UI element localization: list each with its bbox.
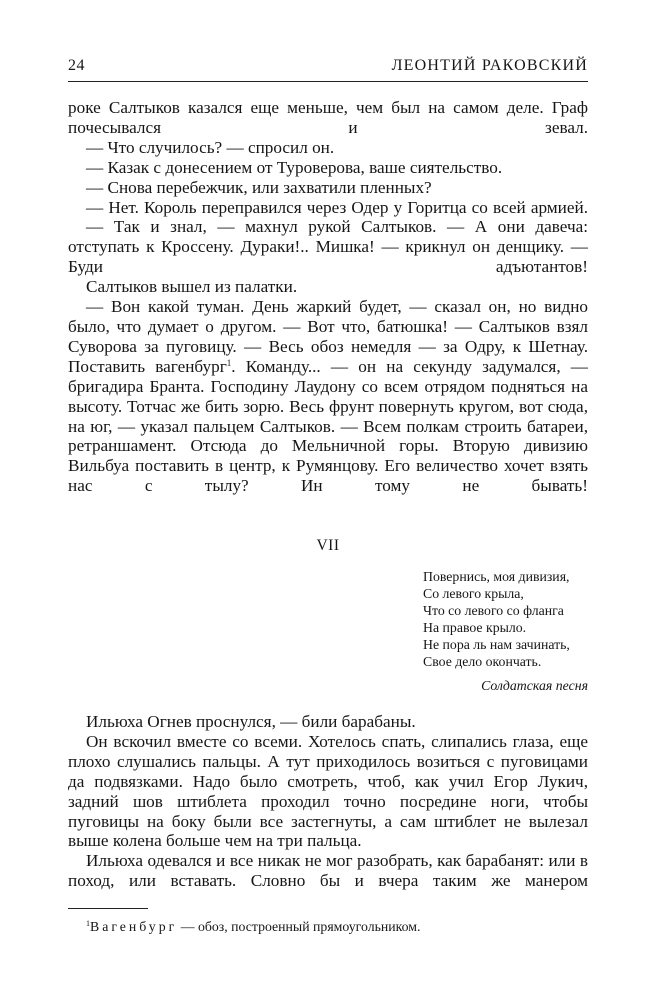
footnote	[86, 919, 420, 935]
paragraph: Ильюха одевался и все никак не мог разобрать, как барабанят: или в поход, или вставать. Словно бы и вчера таким же манером	[68, 851, 588, 891]
paragraph-part: — Вон какой туман. День жаркий будет, — сказал он, но видно было, что думает о другом. — Вот что, батюшка! — Салтыков взял Суворова за пуговицу. — Весь обоз немедля — за Одру, к Шетнау. Поставить вагенбург	[68, 297, 588, 376]
paragraph: роке Салтыков казался еще меньше, чем был на самом деле. Граф почесывался и зевал.	[68, 98, 588, 137]
paragraph: — Нет. Король переправился через Одер у Горитца со всей армией.	[86, 197, 588, 217]
footnote-reference[interactable]: 1	[226, 357, 232, 368]
paragraph: Салтыков вышел из палатки.	[86, 277, 298, 297]
footnote-text: — обоз, построенный прямоугольником.	[177, 919, 421, 934]
epigraph-line: На правое крыло.	[423, 619, 527, 635]
main-text-section-2	[68, 712, 588, 891]
epigraph-line: Со левого крыла,	[423, 585, 524, 601]
paragraph-part: . Команду... — он на секунду задумался, — бригадира Бранта. Господину Лаудону со всем отрядом подняться на высоту. Тотчас же бить зорю. Весь фрунт повернуть кругом, вот сюда, на юг, — указал пальцем Салтыков. — Всем полкам строить батареи, ретраншамент. Отсюда до Мельничной горы. Вторую дивизию Вильбуа поставить в центр, к Румянцову. Его величество хочет взять нас с тылу? Ин тому не бывать!	[68, 356, 588, 496]
epigraph-line: Что со левого со фланга	[423, 602, 564, 618]
paragraph: — Так и знал, — махнул рукой Салтыков. — А они давеча: отступать к Кроссену. Дураки!.. Мишка! — крикнул он денщику. — Буди адъютантов!	[68, 217, 588, 277]
chapter-heading: VII	[316, 537, 340, 554]
paragraph: — Казак с донесением от Туроверова, ваше сиятельство.	[86, 157, 503, 177]
epigraph-line: Повернись, моя дивизия,	[423, 569, 570, 584]
epigraph-source: Солдатская песня	[481, 678, 588, 693]
epigraph-line: Свое дело окончать.	[423, 653, 542, 669]
paragraph: — Снова перебежчик, или захватили пленных?	[86, 177, 432, 197]
epigraph	[423, 569, 588, 670]
running-head-author: ЛЕОНТИЙ РАКОВСКИЙ	[391, 57, 588, 74]
page-number: 24	[68, 57, 85, 74]
running-header	[68, 57, 588, 82]
paragraph: Он вскочил вместе со всеми. Хотелось спать, слипались глаза, еще плохо слушались пальцы. А тут приходилось возиться с пуговицами да подвязками. Надо было смотреть, чтоб, как учил Егор Лукич, задний шов штиблета проходил точно посредине ноги, чтобы пуговицы на боку были все застегнуты, а сам штиблет не вылезал выше колена больше чем на три пальца.	[68, 731, 588, 851]
footnote-divider	[68, 908, 148, 909]
paragraph: Ильюха Огнев проснулся, — били барабаны.	[86, 712, 416, 731]
paragraph-with-footnote	[68, 297, 588, 496]
footnote-term: Вагенбург	[90, 919, 178, 934]
footnote-mark: 1	[86, 919, 90, 928]
paragraph: — Что случилось? — спросил он.	[86, 137, 335, 157]
main-text-section-1	[68, 98, 588, 496]
epigraph-line: Не пора ль нам зачинать,	[423, 636, 570, 652]
